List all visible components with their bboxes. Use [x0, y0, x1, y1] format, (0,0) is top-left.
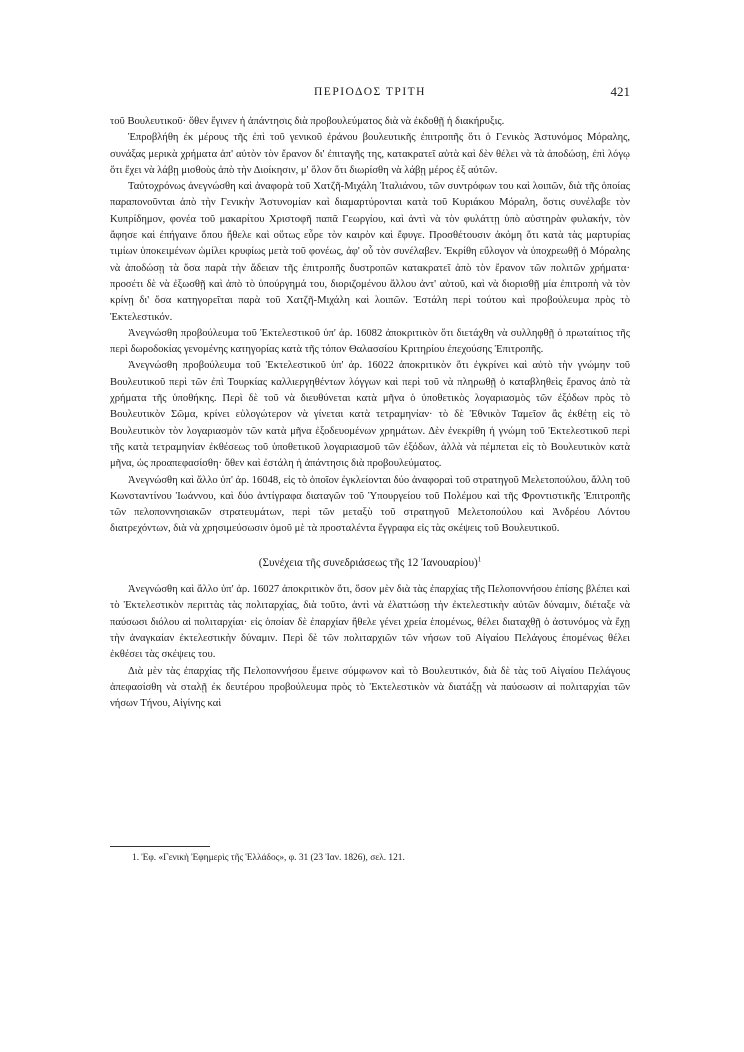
paragraph: Ἀνεγνώσθη καὶ ἄλλο ὑπ' ἀρ. 16048, εἰς τὸ ὁποῖον ἐγκλείονται δύο ἀναφοραὶ τοῦ στρατηγοῦ Μελετοπούλου, ἄλλη τοῦ Κωνσταντίνου Ἰωάννου, καὶ δύο ἀντίγραφα διαταγῶν τοῦ Ὑπουργείου τοῦ Πολέμου καὶ τῆς Φροντιστικῆς Ἐπιτροπῆς τῶν πελοποννησιακῶν στρατευμάτων, περὶ τῶν μεταξὺ τοῦ στρατηγοῦ Μελετοπούλου καὶ Ἀνδρέου Λόντου διατρεχόντων, διὰ νὰ χρησιμεύσωσιν ὁμοῦ μὲ τὰ προσταλέντα ἔγγραφα εἰς τὰς σκέψεις τοῦ Βουλευτικοῦ. [110, 474, 630, 535]
footnote-marker: 1 [477, 554, 482, 563]
paragraph: Ἐπροβλήθη ἐκ μέρους τῆς ἐπὶ τοῦ γενικοῦ ἐράνου βουλευτικῆς ἐπιτροπῆς ὅτι ὁ Γενικὸς Ἀστυνόμος Μόραλης, συνάξας μερικὰ χρήματα ἀπ' αὐτὸν τὸν ἔρανον δι' ἐπιταγῆς της, κατακρατεῖ αὐτὰ καὶ δὲν θέλει νὰ τὰ ἀποδώσῃ, ἐπὶ λόγῳ ὅτι ἔχει νὰ λάβῃ μισθοὺς ἀπὸ τὴν Διοίκησιν, μ' ὅλον ὅτι διωρίσθη νὰ λάβῃ μέρος ἐξ αὐτῶν. [110, 132, 630, 176]
footnote: 1. Ἐφ. «Γενικὴ Ἐφημερὶς τῆς Ἑλλάδος», φ. 31 (23 Ἰαν. 1826), σελ. 121. [132, 853, 405, 863]
footnote-divider [110, 846, 210, 847]
page-header [110, 86, 630, 102]
paragraph: Διὰ μὲν τὰς ἐπαρχίας τῆς Πελοποννήσου ἔμεινε σύμφωνον καὶ τὸ Βουλευτικόν, διὰ δὲ τὰς τοῦ Αἰγαίου Πελάγους ἀπεφασίσθη νὰ σταλῇ ἐκ δευτέρου προβούλευμα πρὸς τὸ Ἐκτελεστικὸν νὰ διατάξῃ νὰ παύσωσιν αἱ πολιταρχίαι τῶν νήσων Τήνου, Αἰγίνης καὶ [110, 665, 630, 710]
paragraph: Ταὐτοχρόνως ἀνεγνώσθη καὶ ἀναφορὰ τοῦ Χατζῆ-Μιχάλη Ἰταλιάνου, τῶν συντρόφων του καὶ λοιπῶν, διὰ τῆς ὁποίας παραπονοῦνται ἀπὸ τὴν Γενικὴν Ἀστυνομίαν καὶ διαμαρτύρονται κατὰ τοῦ Κυριάκου Μόραλη, ὅστις συνέλαβε τὸν Κυπρίδημον, φονέα τοῦ μακαρίτου Χριστοφῆ παπᾶ Γεωργίου, καὶ ἀντὶ νὰ τὸν φυλάττῃ ὑπὸ αὐστηρὰν φυλακήν, τὸν ἄφησε καὶ ἐπήγαινε ὅπου ἤθελε καὶ οὕτως εὗρε τὸν καιρὸν καὶ ἔφυγε. Προσθέτουσιν ἀκόμη ὅτι κατὰ τὰς μαρτυρίας τιμίων ὑποκειμένων ὡμίλει κρυφίως μετὰ τοῦ φονέως, ἀφ' οὗ τὸν συνέλαβεν. Ἐκρίθη εὔλογον νὰ ὑποχρεωθῇ ὁ Μόραλης νὰ ἀποδώσῃ τὰ ὅσα παρὰ τὴν ἄδειαν τῆς ἐπιτροπῆς δυστροπῶν κατακρατεῖ ἀπὸ τὸν ἔρανον τῶν πολιτῶν χρήματα· προσέτι δὲ νὰ ἐξωσθῇ καὶ ἀπὸ τὸ ὑπούργημά του, διοριζομένου ἄλλου ἀντ' αὐτοῦ, καὶ νὰ διορισθῇ μία ἐπιτροπὴ νὰ τὸν κρίνῃ δι' ὅσα κατηγορεῖται παρὰ τοῦ Χατζῆ-Μιχάλη καὶ λοιπῶν. Ἐστάλη περὶ τούτου καὶ προβούλευμα πρὸς τὸ Ἐκτελεστικόν. [110, 181, 630, 323]
main-text [110, 114, 630, 712]
paragraph: Ἀνεγνώσθη προβούλευμα τοῦ Ἐκτελεστικοῦ ὑπ' ἀρ. 16022 ἀποκριτικὸν ὅτι ἐγκρίνει καὶ αὐτὸ τὴν γνώμην τοῦ Βουλευτικοῦ περὶ τῶν ἐπὶ Τουρκίας καλλιεργηθέντων λόγγων καὶ περὶ τοῦ νὰ πληρωθῇ ὁ καταβληθεὶς ἔρανος ἀπὸ τὰ χρήματα τῆς ὑποθήκης. Περὶ δὲ τοῦ νὰ διευθύνεται κατὰ μῆνα ὁ ὑποθετικὸς λογαριασμὸς τῶν ἐξόδων πρὸς τὸ Βουλευτικὸν Σῶμα, κρίνει εὐλογώτερον νὰ γίνεται κατὰ τετραμηνίαν· τὸ δὲ Ἐθνικὸν Ταμεῖον ἂς ἐκθέτῃ εἰς τὸ Βουλευτικὸν τὸν λογαριασμὸν τῶν κατὰ μῆνα ἐξοδευομένων χρημάτων. Δὲν ἐνεκρίθη ἡ γνώμη τοῦ Ἐκτελεστικοῦ περὶ τῆς κατὰ τετραμηνίαν ἐκθέσεως τοῦ ὑποθετικοῦ λογαριασμοῦ τῶν ἐξόδων, ἀλλὰ νὰ πέμπεται εἰς τὸ Βουλευτικὸν κατὰ μῆνα, ὡς προαπεφασίσθη· ὅθεν καὶ ἐστάλη ἡ ἀπάντησις διὰ προβουλεύματος. [110, 360, 630, 470]
running-head: ΠΕΡΙΟΔΟΣ ΤΡΙΤΗ [313, 86, 426, 98]
paragraph: Ἀνεγνώσθη καὶ ἄλλο ὑπ' ἀρ. 16027 ἀποκριτικὸν ὅτι, ὅσον μὲν διὰ τὰς ἐπαρχίας τῆς Πελοποννήσου ἐπίσης βλέπει καὶ τὸ Ἐκτελεστικὸν περιττὰς τὰς πολιταρχίας, διὰ τοῦτο, ἀντὶ νὰ ἐλαττώσῃ τὴν ἐκτελεστικὴν αὐτῶν δύναμιν, διέταξε νὰ παύσωσι διόλου αἱ πολιταρχίαι· εἰς ὁποίαν δὲ ἐπαρχίαν ἤθελε γένει χρεία ἑπομένως, θέλει διαταχθῇ ὁ ἀστυνόμος νὰ ἔχῃ τὴν ἀναγκαίαν ἐκτελεστικὴν δύναμιν. Περὶ δὲ τῶν πολιταρχιῶν τῶν νήσων τοῦ Αἰγαίου Πελάγους ἑπομένως θέλει ἐκθέσει τὰς σκέψεις του. [110, 584, 630, 661]
paragraph: Ἀνεγνώσθη προβούλευμα τοῦ Ἐκτελεστικοῦ ὑπ' ἀρ. 16082 ἀποκριτικὸν ὅτι διετάχθη νὰ συλληφθῇ ὁ πρωταίτιος τῆς περὶ δωροδοκίας γενομένης κατηγορίας κατὰ τῆς τόπον Θαλασσίου Κριτηρίου ἐπεχούσης Ἐπιτροπῆς. [110, 327, 630, 356]
paragraph-continued: τοῦ Βουλευτικοῦ· ὅθεν ἔγινεν ἡ ἀπάντησις διὰ προβουλεύματος διὰ νὰ ἐκδοθῇ ἡ διακήρυξις. [110, 116, 505, 127]
section-title [110, 555, 630, 571]
page-number: 421 [610, 84, 630, 99]
section-title-text: (Συνέχεια τῆς συνεδριάσεως τῆς 12 Ἰανουαρίου) [258, 556, 478, 569]
